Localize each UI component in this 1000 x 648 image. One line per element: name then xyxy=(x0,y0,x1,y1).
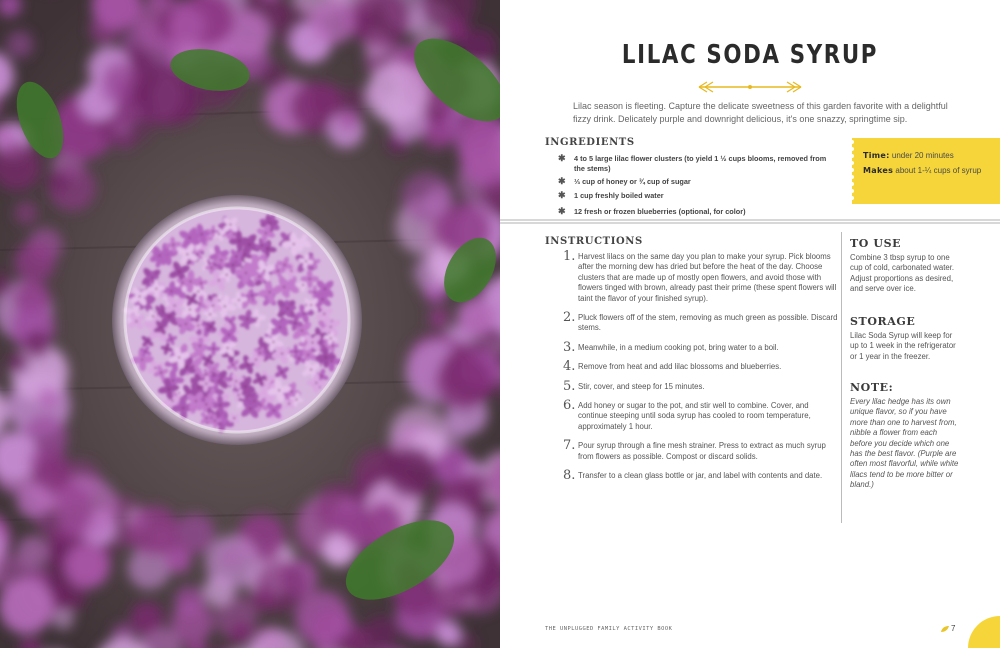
ingredient-text: 12 fresh or frozen blueberries (optional, for color) xyxy=(574,207,746,216)
page-number: 7 xyxy=(951,624,956,633)
to-use-heading: TO USE xyxy=(850,237,902,250)
ingredient-item xyxy=(558,191,828,201)
ingredients-list xyxy=(558,154,828,221)
storage-heading: STORAGE xyxy=(850,315,916,328)
time-value: under 20 minutes xyxy=(891,151,954,160)
instruction-step xyxy=(556,438,839,462)
step-number: 6. xyxy=(563,398,576,414)
footer-book-title: THE UNPLUGGED FAMILY ACTIVITY BOOK xyxy=(545,626,673,632)
step-number: 5. xyxy=(563,378,576,394)
ingredient-text: 1 cup freshly boiled water xyxy=(574,190,664,200)
corner-decoration xyxy=(968,616,1000,648)
asterisk-icon: ✱ xyxy=(558,176,566,186)
instruction-step xyxy=(556,378,839,394)
column-divider xyxy=(841,232,842,523)
to-use-section xyxy=(850,237,960,295)
ingredients-heading: INGREDIENTS xyxy=(545,137,635,148)
recipe-title: LILAC SODA SYRUP xyxy=(621,40,879,70)
makes-label: Makes xyxy=(863,166,894,175)
asterisk-icon: ✱ xyxy=(558,206,566,216)
asterisk-icon: ✱ xyxy=(558,153,566,163)
step-number: 3. xyxy=(563,339,576,355)
to-use-text: Combine 3 tbsp syrup to one cup of cold, carbonated water. Adjust proportions as desired, and serve over ice. xyxy=(850,253,955,294)
instruction-step xyxy=(556,359,839,375)
step-text: Pluck flowers off of the stem, removing as much green as possible. Discard stems. xyxy=(578,313,838,333)
asterisk-icon: ✱ xyxy=(558,189,566,200)
ingredient-item xyxy=(558,177,828,187)
step-text: Remove from heat and add lilac blossoms and blueberries. xyxy=(578,362,782,372)
instructions-heading: INSTRUCTIONS xyxy=(545,236,643,247)
makes-value: about 1-¼ cups of syrup xyxy=(895,166,982,175)
step-number: 4. xyxy=(563,359,576,375)
ingredient-text: ⅓ cup of honey or ¾ cup of sugar xyxy=(574,177,691,186)
title-ornament-icon xyxy=(695,80,805,94)
instruction-step xyxy=(556,398,839,432)
ingredient-item xyxy=(558,207,828,217)
instruction-step xyxy=(556,249,839,304)
instruction-step xyxy=(556,339,839,355)
section-divider xyxy=(500,218,1000,228)
ingredient-text: 4 to 5 large lilac flower clusters (to yield 1 ½ cups blooms, removed from the stems) xyxy=(574,154,827,173)
instruction-step xyxy=(556,310,839,334)
leaf-icon xyxy=(940,625,950,633)
step-number: 1. xyxy=(563,249,576,264)
makes-row xyxy=(863,166,991,176)
step-text: Harvest lilacs on the same day you plan to make your syrup. Pick blooms after the morning dew has dried but before the heat of the day. Choose clusters that are made up of mostly open flowers, and avoid those with flowers tinged with brown, already past their prime (these spent flowers will taint the flavor of your finished syrup). xyxy=(578,252,837,303)
storage-text: Lilac Soda Syrup will keep for up to 1 week in the refrigerator or 1 year in the freezer. xyxy=(850,331,956,361)
storage-section xyxy=(850,315,960,362)
time-row xyxy=(863,151,991,161)
step-text: Transfer to a clean glass bottle or jar, and label with contents and date. xyxy=(578,471,823,481)
step-text: Add honey or sugar to the pot, and stir well to combine. Cover, and continue steeping until soda syrup has cooled to room temperature, approximately 1 hour. xyxy=(578,401,811,431)
note-section xyxy=(850,381,960,491)
note-text: Every lilac hedge has its own unique flavor, so if you have more than one to harvest from, nibble a flower from each before you decide which one has the best flavor. (Purple are often most flavorful, while white lilacs tend to be more bitter or bland.) xyxy=(850,397,959,490)
recipe-page xyxy=(500,0,1000,648)
time-label: Time: xyxy=(863,151,890,160)
step-number: 7. xyxy=(563,438,576,454)
step-number: 2. xyxy=(563,310,576,326)
step-text: Pour syrup through a fine mesh strainer. Press to extract as much syrup from flowers as possible. Compost or discard solids. xyxy=(578,441,826,461)
time-makes-box xyxy=(852,138,1000,204)
step-text: Meanwhile, in a medium cooking pot, bring water to a boil. xyxy=(578,342,779,352)
step-number: 8. xyxy=(563,468,576,484)
step-text: Stir, cover, and steep for 15 minutes. xyxy=(578,381,705,391)
ingredient-item xyxy=(558,154,828,173)
instructions-list xyxy=(556,249,839,491)
instruction-step xyxy=(556,468,839,484)
note-heading: NOTE: xyxy=(850,381,894,394)
recipe-intro: Lilac season is fleeting. Capture the delicate sweetness of this garden favorite with a delightful fizzy drink. Delicately purple and downright delicious, it's one snazzy, springtime sip. xyxy=(573,101,948,124)
